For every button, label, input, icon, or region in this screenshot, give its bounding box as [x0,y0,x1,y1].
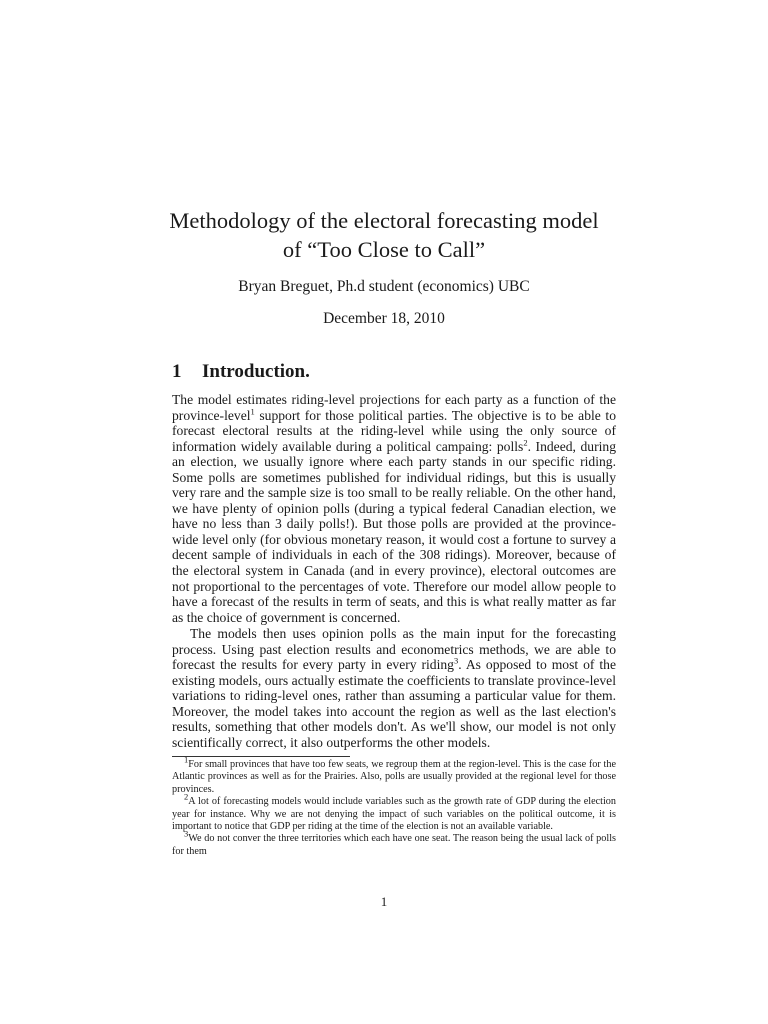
paper-title-line-1: Methodology of the electoral forecasting model [169,208,599,233]
paragraph-1-text-c: . Indeed, during an election, we usually ignore where each party stands in our specific riding. Some polls are sometimes published for individual ridings, but this is usually very rare and the sample size is too small to be really reliable. On the other hand, we have plenty of opinion polls (during a typical federal Canadian election, we have no less than 3 daily polls!). But those polls are provided at the province-wide level only (for obvious monetary reason, it would cost a fortune to survey a decent sample of individuals in each of the 308 ridings). Moreover, because of the electoral system in Canada (and in every province), electoral outcomes are not proportional to the percentages of vote. Therefore our model allow people to have a forecast of the results in term of seats, and this is what really matter as far as the choice of government is concerned. [172,438,616,625]
footnote-ref-1[interactable]: 1 [250,406,255,417]
footnote-text: We do not conver the three territories which each have one seat. The reason being the usual lack of polls for them [172,833,616,857]
paragraph-2-text-b: . As opposed to most of the existing models, ours actually estimate the coefficients to translate province-level variations to riding-level ones, rather than assuming a particular value for them. Moreover, the model takes into account the region as well as the last election's results, something that other models don't. As we'll show, our model is not only scientifically correct, it also outperforms the other models. [172,657,616,750]
footnote-1 [172,754,616,796]
section-number: 1 [172,361,182,382]
body-paragraph-1 [172,392,616,625]
author-line: Bryan Breguet, Ph.d student (economics) UBC [238,278,530,295]
footnote-mark: 2 [184,791,189,802]
section-heading [172,361,310,383]
footnote-text: For small provinces that have too few seats, we regroup them at the region-level. This is the case for the Atlantic provinces as well as for the Prairies. Also, polls are usually provided at the regional level for those provinces. [172,759,616,795]
footnote-ref-2[interactable]: 2 [523,437,528,448]
footnote-mark: 3 [184,829,189,840]
paper-title-line-2: of “Too Close to Call” [282,237,486,262]
footnotes-block [172,754,616,858]
footnote-ref-3[interactable]: 3 [453,655,459,666]
footnote-text: A lot of forecasting models would include variables such as the growth rate of GDP during the election year for instance. Why we are not denying the impact of such variables on the political outcome, it is important to notice that GDP per riding at the time of the election is not an available variable. [172,796,616,833]
page-number: 1 [380,894,388,909]
footnote-divider [172,756,350,757]
footnote-2 [172,791,616,833]
section-title: Introduction. [202,361,310,382]
footnote-mark: 1 [184,754,189,765]
footnote-3 [172,829,616,858]
body-paragraph-2 [172,626,616,750]
paragraph-2-text-a: The models then uses opinion polls as the main input for the forecasting process. Using past election results and econometrics methods, we are able to forecast the results for every party in every riding [172,626,616,673]
paper-title [100,206,668,264]
date-line: December 18, 2010 [323,310,445,327]
paragraph-1-text-b: support for those political parties. The objective is to be able to forecast electoral results at the riding-level while using the only source of information widely available during a political campaing: polls [172,407,616,454]
paragraph-1-text-a: The model estimates riding-level projections for each party as a function of the province-level [172,392,616,423]
